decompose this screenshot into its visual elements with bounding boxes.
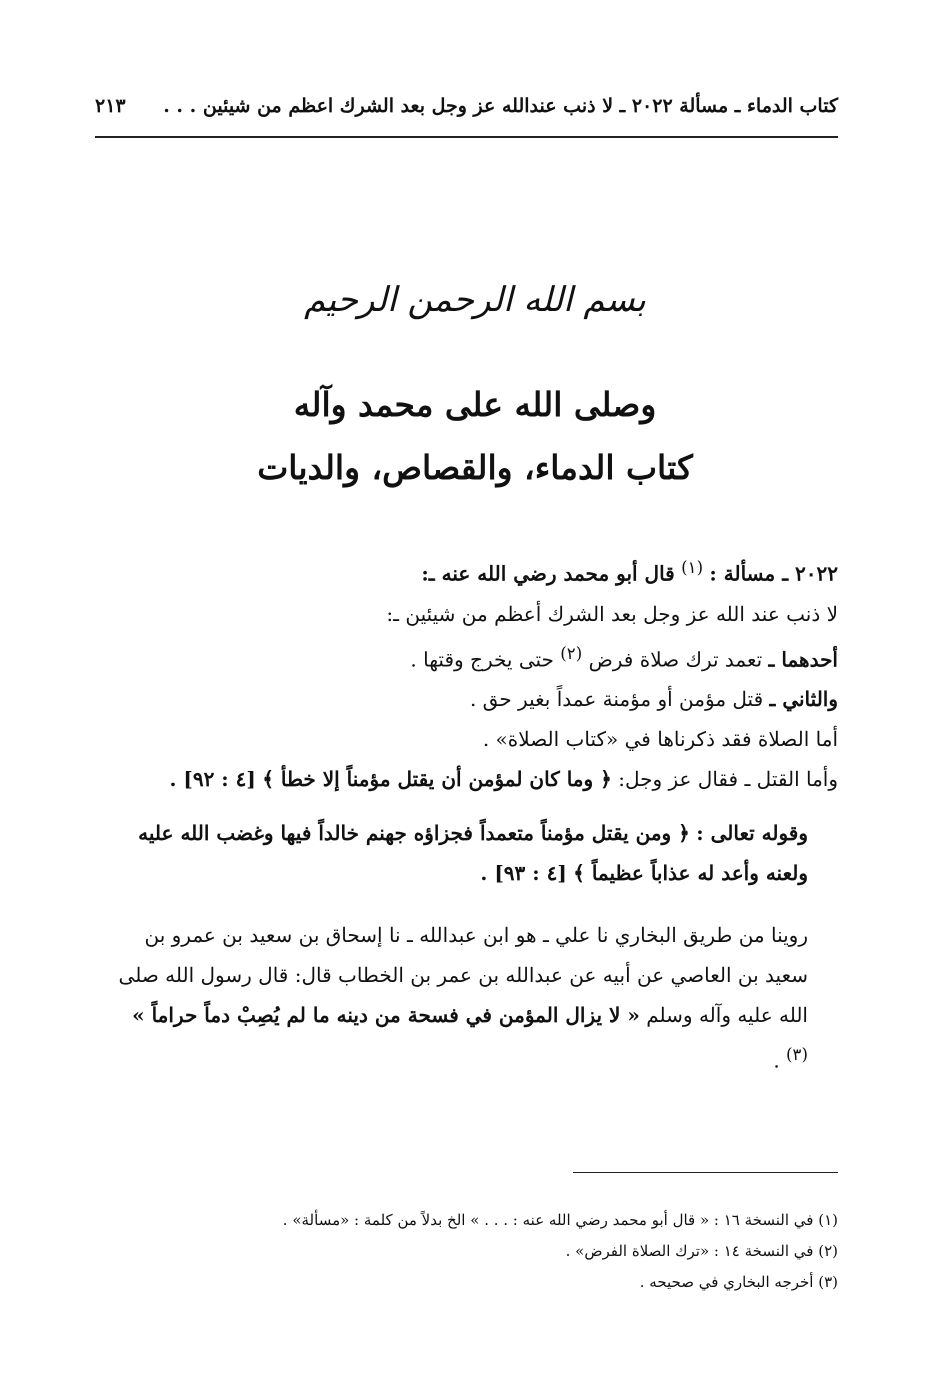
issue-line [112,548,838,594]
verse-2-ref: [٤ : ٩٣] . [480,861,567,886]
verse-1-ref: [٤ : ٩٢] . [169,767,256,792]
prayer-line: أما الصلاة فقد ذكرناها في «كتاب الصلاة» . [482,727,838,752]
footnote-2: (٢) في النسخة ١٤ : «ترك الصلاة الفرض» . [565,1242,838,1260]
issue-label: ٢٠٢٢ ـ مسألة : [709,561,838,586]
hadith-paragraph [112,915,838,1081]
killing-verse-line [112,759,838,799]
running-header [95,88,838,124]
second-item-label: والثاني ـ [769,687,838,712]
verse-2-paragraph [112,813,838,893]
verse-1: ﴿ وما كان لمؤمن أن يقتل مؤمناً إلا خطأ ﴾ [262,767,612,792]
hadith-intro: روينا من طريق البخاري نا علي ـ هو ابن عبدالله ـ نا إسحاق بن سعيد بن عمرو بن سعيد بن العاصي عن أبيه عن عبدالله بن عمر بن الخطاب قال: قال رسول الله صلى الله عليه وآله وسلم [118,923,808,1028]
first-item-label: أحدهما ـ [768,647,838,672]
first-item-text-a: تعمد ترك صلاة فرض [588,647,763,672]
footnote-1: (١) في النسخة ١٦ : « قال أبو محمد رضي الله عنه : . . . » الخ بدلاً من كلمة : «مسألة» . [282,1211,838,1229]
footnote-ref-2: (٢) [560,643,583,663]
first-item [112,634,838,680]
verse-2: ﴿ ومن يقتل مؤمناً متعمداً فجزاؤه جهنم خالداً فيها وغضب الله عليه ولعنه وأعد له عذاباً عظيماً ﴾ [138,821,808,886]
running-title: كتاب الدماء ـ مسألة ٢٠٢٢ ـ لا ذنب عندالله عز وجل بعد الشرك اعظم من شيئين . . . [163,95,838,117]
main-statement: لا ذنب عند الله عز وجل بعد الشرك أعظم من شيئين ـ: [386,601,838,626]
basmala-calligraphy: بسم الله الرحمن الرحيم [304,280,646,320]
verse-2-intro: وقوله تعالى : [696,821,808,846]
footnote-ref-3: (٣) [786,1045,808,1065]
killing-intro: وأما القتل ـ فقال عز وجل: [618,767,838,792]
book-title: كتاب الدماء، والقصاص، والديات [257,448,693,487]
hadith-text: « لا يزال المؤمن في فسحة من دينه ما لم يُصِبْ دماً حراماً » [132,1003,640,1028]
footnote-3: (٣) أخرجه البخاري في صحيحه . [639,1273,838,1291]
footnotes [112,1205,838,1298]
first-item-text-b: حتى يخرج وقتها . [410,647,554,672]
header-rule [95,136,838,138]
footnote-ref-1: (١) [681,558,704,577]
second-item-text: قتل مؤمن أو مؤمنة عمداً بغير حق . [469,687,764,712]
footnote-rule [573,1172,838,1173]
main-text [112,548,838,1081]
salutation-heading: وصلى الله على محمد وآله [293,385,657,424]
second-item [112,679,838,719]
hadith-end: . [773,1048,780,1073]
page-number: ٢١٣ [95,95,126,117]
issue-intro: قال أبو محمد رضي الله عنه ـ: [421,561,675,586]
